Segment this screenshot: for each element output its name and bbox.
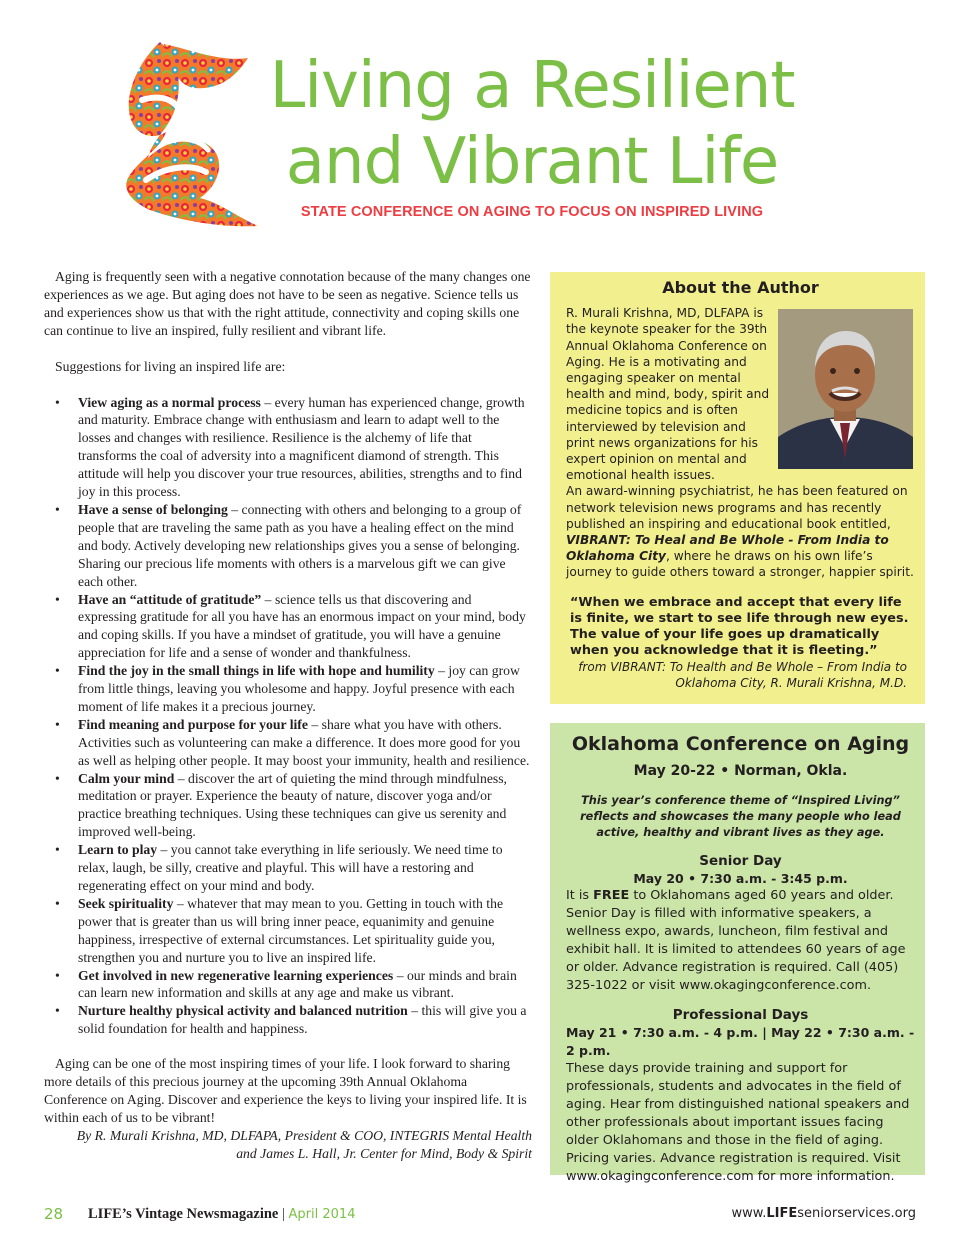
professional-days-description: These days provide training and support for professionals, students and advocates in the field of aging. Hear from distinguished national speakers and other professionals about important issues facing older Oklahomans and those in the field of aging. Pricing varies. Advance registration is required. Visit www.okagingconference.com for more information. xyxy=(566,1061,910,1184)
conference-dates: May 20-22 • Norman, Okla. xyxy=(633,763,848,779)
list-item xyxy=(44,501,532,591)
issue-date: April 2014 xyxy=(288,1207,356,1222)
magazine-name: LIFE’s Vintage Newsmagazine xyxy=(88,1206,279,1222)
bullet-icon: • xyxy=(55,895,60,911)
bullet-icon: • xyxy=(55,842,60,858)
site-suffix: seniorservices.org xyxy=(797,1206,916,1221)
tip-heading: Seek spirituality xyxy=(78,895,174,911)
list-item xyxy=(44,841,532,895)
suggestions-list xyxy=(44,394,532,1039)
article-body xyxy=(44,268,532,1163)
bullet-icon: • xyxy=(55,770,60,786)
website-link[interactable] xyxy=(732,1204,916,1224)
bio-text-after-book: , where he draws on his own life’s journey to guide others toward a stronger, happier spirit. xyxy=(566,549,914,580)
about-author-heading: About the Author xyxy=(662,278,819,297)
closing-paragraph: Aging can be one of the most inspiring times of your life. I look forward to sharing more details of this precious journey at the upcoming 39th Annual Oklahoma Conference on Aging. Discover and experience the keys to living your inspired life. It is within each of us to be vibrant! xyxy=(44,1056,527,1125)
about-author-box xyxy=(550,272,925,704)
site-prefix: www. xyxy=(731,1206,767,1221)
tip-text: – this will give you a solid foundation for health and happiness. xyxy=(78,1003,527,1037)
byline-line-1: By R. Murali Krishna, MD, DLFAPA, President & COO, INTEGRIS Mental Health xyxy=(76,1127,532,1143)
list-item xyxy=(44,1002,532,1038)
tip-heading: Get involved in new regenerative learning experiences xyxy=(78,967,394,983)
tip-text: – you cannot take everything in life seriously. We need time to relax, laugh, be silly, creative and playful. This will have a restoring and regenerating effect on your mind and body. xyxy=(78,842,503,893)
senior-day-text-start: It is xyxy=(566,888,594,903)
tip-text: – every human has experienced change, growth and maturity. Embrace change with enthusiasm and learn to adapt well to the losses and changes with resilience. Resilience is the alchemy of life that transforms the coal of adversity into a magnificent diamond of strength. This attitude will help you discover your true resources, abilities, strengths and to find joy in this process. xyxy=(78,394,525,500)
author-bio: R. Murali Krishna, MD, DLFAPA is the keynote speaker for the 39th Annual Oklahoma Conference on Aging. He is a motivating and engaging speaker on mental health and mind, body, spirit and medicine topics and is often interviewed by television and print news organizations for his expert opinion on mental and emotional health issues. xyxy=(566,306,770,483)
butterfly-logo xyxy=(108,40,268,230)
author-portrait-illustration xyxy=(778,309,913,469)
professional-days-heading: Professional Days xyxy=(672,1007,809,1023)
list-item xyxy=(44,662,532,716)
title-line-2: and Vibrant Life xyxy=(285,125,779,199)
list-item xyxy=(44,394,532,501)
tip-text: – whatever that may mean to you. Getting in touch with the power that is greater than us will bring inner peace, equanimity and genuine happiness, irrespective of external circumstances. Let spirituality guide you, strengthen you and nurture you to live an inspired life. xyxy=(78,895,504,965)
professional-days-time: May 21 • 7:30 a.m. - 4 p.m. | May 22 • 7:30 a.m. - 2 p.m. xyxy=(566,1025,915,1058)
tip-heading: Find meaning and purpose for your life xyxy=(78,716,308,732)
list-item xyxy=(44,967,532,1003)
tip-heading: Have a sense of belonging xyxy=(78,501,228,517)
book-title: VIBRANT: To Heal and Be Whole - From India to Oklahoma City xyxy=(566,533,889,564)
tip-heading: Find the joy in the small things in life with hope and humility xyxy=(78,663,435,679)
senior-day-description xyxy=(566,887,915,995)
quote-source-line-1: from VIBRANT: To Health and Be Whole – From India to xyxy=(578,660,907,675)
byline-line-2: and James L. Hall, Jr. Center for Mind, Body & Spirit xyxy=(236,1145,532,1161)
conference-title: Oklahoma Conference on Aging xyxy=(571,733,910,755)
tip-text: – share what you have with others. Activities such as volunteering can make a difference. It does more good for you as well as helping other people. It may boost your immunity, health and resilience. xyxy=(78,716,530,768)
bullet-icon: • xyxy=(55,501,60,517)
list-item xyxy=(44,591,532,663)
page-footer xyxy=(44,1204,916,1224)
footer-separator: | xyxy=(282,1206,285,1222)
tip-text: – science tells us that discovering and expressing gratitude for all you have has an enormous impact on your mind, body and coping skills. If you have a mindset of gratitude, you will have a genuine appreciation for life and a sense of wonder and thankfulness. xyxy=(78,591,526,661)
title-line-1: Living a Resilient xyxy=(269,49,795,123)
tip-text: – our minds and brain can learn new information and skills at any age and make us vibrant. xyxy=(78,967,517,1001)
tip-heading: View aging as a normal process xyxy=(78,394,261,410)
tip-text: – joy can grow from little things, leaving you wholesome and happy. Joyful presence with each moment of life makes it a precious journey. xyxy=(78,663,520,714)
senior-day-text-rest: to Oklahomans aged 60 years and older. Senior Day is filled with informative speakers, a wellness expo, awards, luncheon, film festival and exhibit hall. It is limited to attendees 60 years of age or older. Advance registration is required. Call (405) 325-1022 or visit www.okagingconference.com. xyxy=(566,888,906,993)
conference-info-box xyxy=(550,723,925,1184)
tip-heading: Have an “attitude of gratitude” xyxy=(78,591,262,607)
intro-paragraph: Aging is frequently seen with a negative connotation because of the many changes one experiences as we age. But aging does not have to be seen as negative. Science tells us and experiences show us that with the right attitude, connectivity and coping skills one can continue to live an inspired, fully resilient and vibrant life. xyxy=(44,269,531,338)
suggestions-lead-in: Suggestions for living an inspired life are: xyxy=(55,358,286,374)
author-quote: “When we embrace and accept that every life is finite, we start to see life through new eyes. The value of your life goes up dramatically when you acknowledge that it is fleeting.” xyxy=(570,594,909,659)
tip-text: – connecting with others and belonging to a group of people that are traveling the same path as you have a healing effect on the mind and body. Actively developing new relationships gives you a sense of belonging. Sharing our precious life moments with others is a marvelous gift we can give each other. xyxy=(78,501,522,589)
bullet-icon: • xyxy=(55,663,60,679)
bullet-icon: • xyxy=(55,591,60,607)
senior-day-time: May 20 • 7:30 a.m. - 3:45 p.m. xyxy=(633,871,848,886)
magazine-name-line xyxy=(88,1204,355,1225)
tip-text: – discover the art of quieting the mind through mindfulness, meditation or prayer. Experience the beauty of nature, discover yoga and/or practice breathing techniques. Using these techniques can give us serenity and improved well-being. xyxy=(78,770,507,840)
bio-text-before-book: An award-winning psychiatrist, he has been featured on network television news programs and has recently published an inspiring and educational book entitled, xyxy=(566,484,908,531)
conference-theme: This year’s conference theme of “Inspired Living” reflects and showcases the many people who lead active, healthy and vibrant lives as they age. xyxy=(580,794,901,839)
page-number: 28 xyxy=(44,1205,64,1223)
quote-source-line-2: Oklahoma City, R. Murali Krishna, M.D. xyxy=(675,676,907,691)
bullet-icon: • xyxy=(55,394,60,410)
tip-heading: Nurture healthy physical activity and balanced nutrition xyxy=(78,1003,408,1019)
list-item xyxy=(44,716,532,770)
bullet-icon: • xyxy=(55,1003,60,1019)
bullet-icon: • xyxy=(55,967,60,983)
tip-heading: Calm your mind xyxy=(78,770,175,786)
article-title xyxy=(262,48,802,200)
article-subtitle: STATE CONFERENCE ON AGING TO FOCUS ON INSPIRED LIVING xyxy=(300,204,764,220)
tip-heading: Learn to play xyxy=(78,842,158,858)
list-item xyxy=(44,895,532,967)
site-brand: LIFE xyxy=(766,1206,798,1221)
author-bio-continued xyxy=(566,483,915,580)
free-label: FREE xyxy=(593,888,630,903)
senior-day-heading: Senior Day xyxy=(699,853,782,869)
bullet-icon: • xyxy=(55,716,60,732)
author-photo xyxy=(778,309,913,469)
list-item xyxy=(44,770,532,842)
